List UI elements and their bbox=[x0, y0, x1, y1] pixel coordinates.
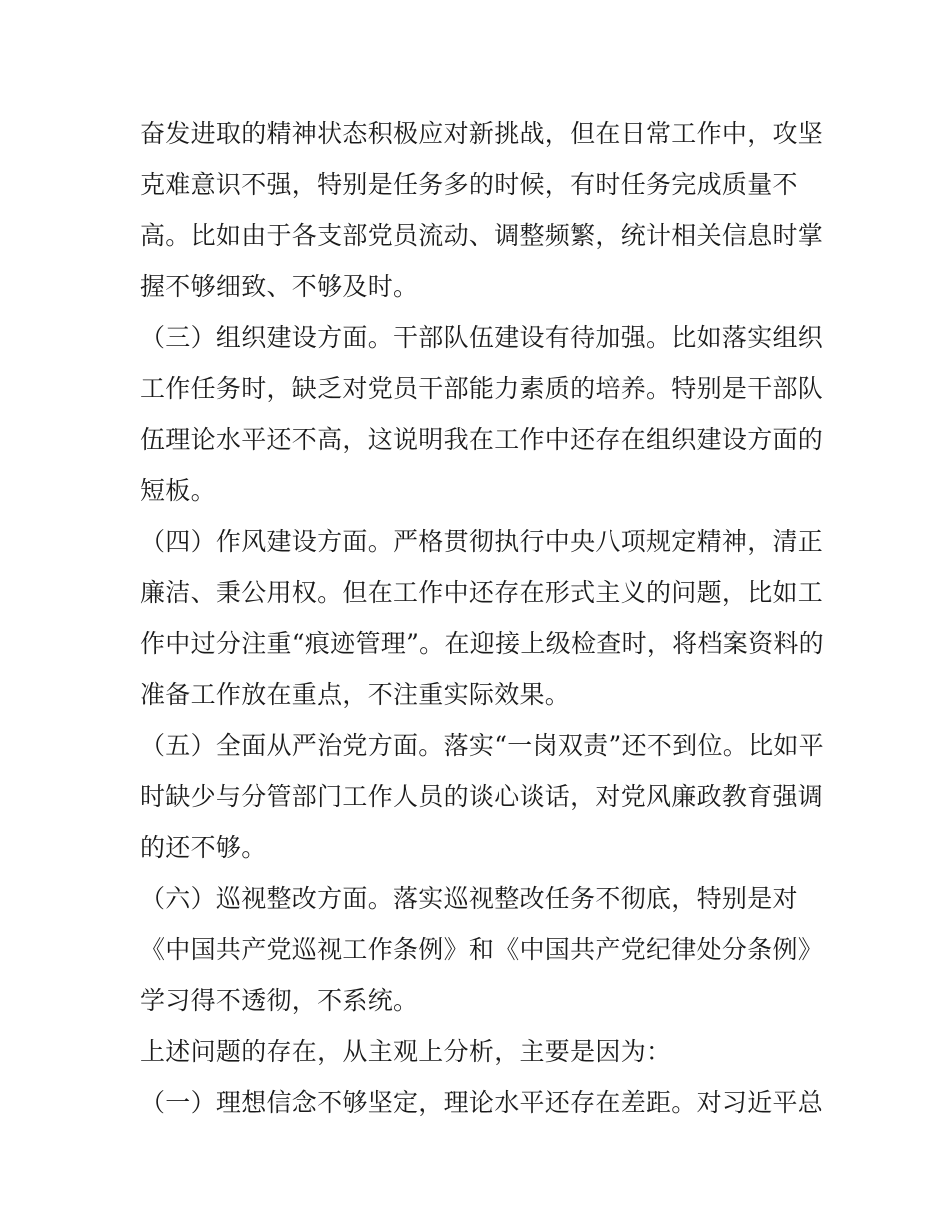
text-line: 奋发进取的精神状态积极应对新挑战，但在日常工作中，攻坚 bbox=[140, 119, 824, 148]
text-line: 伍理论水平还不高，这说明我在工作中还存在组织建设方面的 bbox=[140, 425, 824, 454]
text-line: 准备工作放在重点，不注重实际效果。 bbox=[140, 680, 571, 709]
text-line: （三）组织建设方面。干部队伍建设有待加强。比如落实组织 bbox=[140, 323, 824, 352]
text-line: 廉洁、秉公用权。但在工作中还存在形式主义的问题，比如工 bbox=[140, 578, 824, 607]
text-line: 高。比如由于各支部党员流动、调整频繁，统计相关信息时掌 bbox=[140, 221, 824, 250]
text-line: 的还不够。 bbox=[140, 833, 267, 862]
text-line: （一）理想信念不够坚定，理论水平还存在差距。对习近平总 bbox=[140, 1088, 824, 1117]
text-line: 作中过分注重“痕迹管理”。在迎接上级检查时，将档案资料的 bbox=[140, 629, 824, 658]
text-line: 短板。 bbox=[140, 476, 216, 505]
text-line: （六）巡视整改方面。落实巡视整改任务不彻底，特别是对 bbox=[140, 884, 798, 913]
document-body bbox=[140, 108, 830, 1128]
text-line: 握不够细致、不够及时。 bbox=[140, 272, 419, 301]
text-line: （四）作风建设方面。严格贯彻执行中央八项规定精神，清正 bbox=[140, 527, 824, 556]
text-line: 时缺少与分管部门工作人员的谈心谈话，对党风廉政教育强调 bbox=[140, 782, 824, 811]
text-line: （五）全面从严治党方面。落实“一岗双责”还不到位。比如平 bbox=[140, 731, 824, 760]
text-line: 克难意识不强，特别是任务多的时候，有时任务完成质量不 bbox=[140, 170, 798, 199]
text-line: 上述问题的存在，从主观上分析，主要是因为： bbox=[140, 1037, 672, 1066]
text-line: 学习得不透彻，不系统。 bbox=[140, 986, 419, 1015]
text-line: 工作任务时，缺乏对党员干部能力素质的培养。特别是干部队 bbox=[140, 374, 824, 403]
text-line: 《中国共产党巡视工作条例》和《中国共产党纪律处分条例》 bbox=[140, 935, 824, 964]
